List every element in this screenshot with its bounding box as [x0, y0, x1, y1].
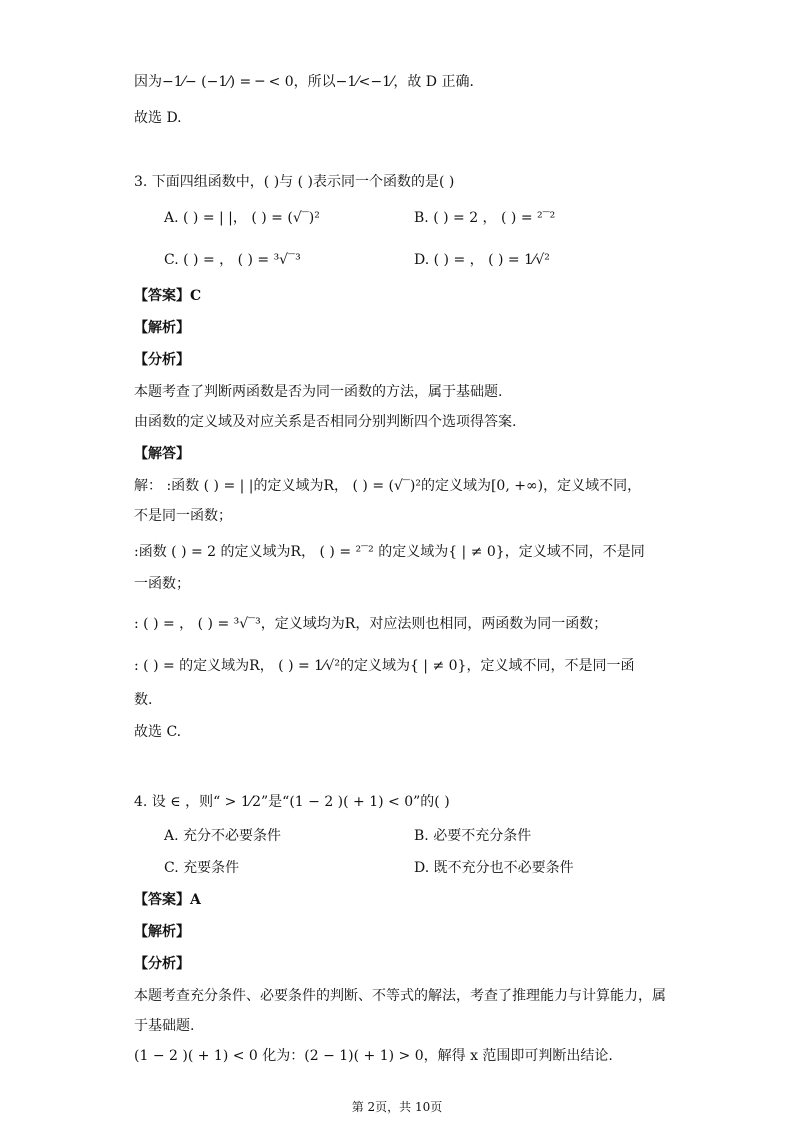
analysis-sub-label: 【分析】 — [134, 956, 190, 972]
q4-option-d: D. 既不充分也不必要条件 — [414, 860, 574, 876]
text-line: : ( ) = 的定义域为R， ( ) = 1⁄√²的定义域为{ | ≠ 0}，定义域不同，不是同一函 — [134, 658, 635, 674]
text-line: 不是同一函数； — [134, 508, 232, 524]
q3-option-c: C. ( ) = ， ( ) = ³√‾³ — [164, 252, 301, 268]
question-4: 4. 设 ∈ ，则“ > 1⁄2”是“(1 − 2 )( + 1) < 0”的( ) — [134, 794, 450, 810]
text-line: 本题考查充分条件、必要条件的判断、不等式的解法，考查了推理能力与计算能力，属 — [134, 988, 666, 1004]
analysis-sub-label: 【分析】 — [134, 352, 190, 368]
analysis-label: 【解析】 — [134, 924, 190, 940]
text-line: :函数 ( ) = 2 的定义域为R， ( ) = ²‾² 的定义域为{ | ≠ 0}，定义域不同，不是同 — [134, 544, 645, 560]
question-3: 3. 下面四组函数中，( )与 ( )表示同一个函数的是( ) — [134, 174, 455, 190]
text-line: 故选 D. — [134, 110, 182, 126]
page-footer: 第 2页，共 10页 — [351, 1100, 443, 1114]
text-line: : ( ) = ， ( ) = ³√‾³，定义域均为R，对应法则也相同，两函数为同一函数； — [134, 616, 608, 632]
text-line: 本题考查了判断两函数是否为同一函数的方法，属于基础题. — [134, 384, 503, 400]
answer-label: 【答案】A — [134, 892, 201, 908]
text-line: 解： :函数 ( ) = | |的定义域为R， ( ) = (√‾)²的定义域为[0, +∞)，定义域不同， — [134, 478, 642, 494]
q3-option-b: B. ( ) = 2 ， ( ) = ²‾² — [414, 210, 556, 226]
text-line: (1 − 2 )( + 1) < 0 化为：(2 − 1)( + 1) > 0，解得 x 范围即可判断出结论. — [134, 1048, 613, 1064]
q4-option-a: A. 充分不必要条件 — [164, 828, 282, 844]
q3-option-d: D. ( ) = ， ( ) = 1⁄√² — [414, 252, 550, 268]
q3-option-a: A. ( ) = | |， ( ) = (√‾)² — [164, 210, 320, 226]
analysis-label: 【解析】 — [134, 320, 190, 336]
solution-label: 【解答】 — [134, 446, 190, 462]
text-line: 于基础题. — [134, 1018, 195, 1034]
answer-label: 【答案】C — [134, 288, 202, 304]
text-line: 数. — [134, 692, 153, 708]
text-line: 因为−1⁄− (−1⁄) = ─ < 0，所以−1⁄<−1⁄，故 D 正确． — [134, 74, 484, 90]
text-line: 故选 C. — [134, 724, 182, 740]
q4-option-b: B. 必要不充分条件 — [414, 828, 532, 844]
q4-option-c: C. 充要条件 — [164, 860, 240, 876]
text-line: 由函数的定义域及对应关系是否相同分别判断四个选项得答案. — [134, 414, 517, 430]
text-line: 一函数； — [134, 576, 190, 592]
